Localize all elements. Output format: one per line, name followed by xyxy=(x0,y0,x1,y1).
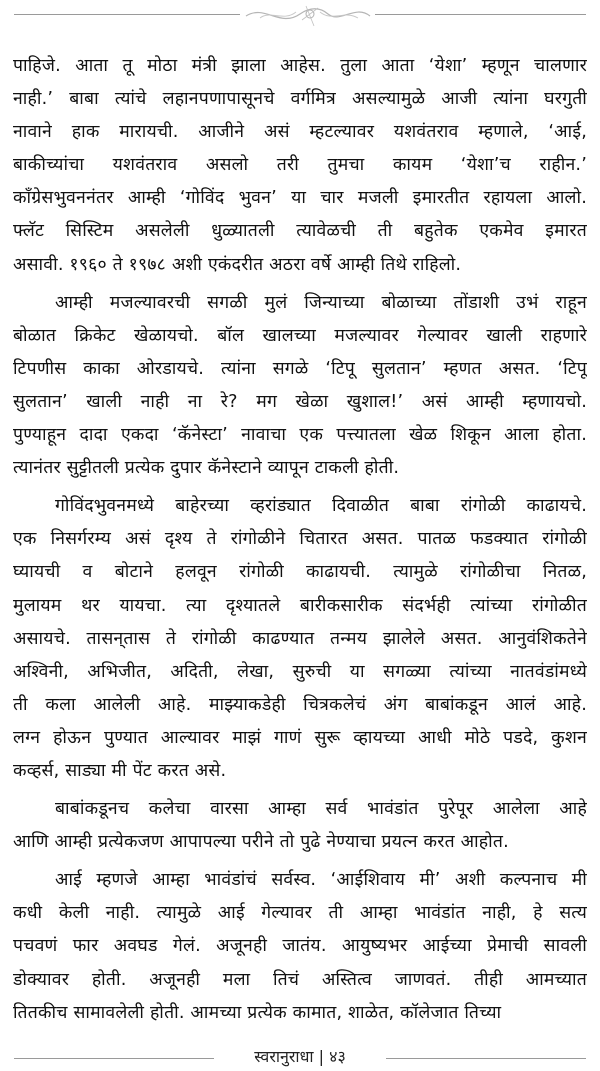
body-text xyxy=(13,50,587,1030)
text-line: ती कला आलेली आहे. माझ्याकडेही चित्रकलेचं अंग बाबांकडून आलं आहे. xyxy=(13,694,587,715)
paragraph xyxy=(13,490,587,788)
text-line: तितकीच सामावलेली होती. आमच्या प्रत्येक कामात, शाळेत, कॉलेजात तिच्या xyxy=(13,1002,502,1023)
text-line: डोक्यावर होती. अजूनही मला तिचं अस्तित्व जाणवतं. तीही आमच्यात xyxy=(13,969,587,990)
text-line: कधी केली नाही. त्यामुळे आई गेल्यावर ती आम्हा भावंडांत नाही, हे सत्य xyxy=(13,903,587,924)
text-line: बाकीच्यांचा यशवंतराव असलो तरी तुमचा कायम ‘येशा’च राहीन.’ xyxy=(13,155,587,176)
text-line: पचवणं फार अवघड गेलं. अजूनही जातंय. आयुष्यभर आईच्या प्रेमाची सावली xyxy=(13,936,587,957)
page-footer xyxy=(14,1048,586,1068)
text-line: गोविंदभुवनमध्ये बाहेरच्या व्हरांड्यात दिवाळीत बाबा रांगोळी काढायचे. xyxy=(55,496,587,517)
text-line: बाबांकडूनच कलेचा वारसा आम्हा सर्व भावंडांत पुरेपूर आलेला आहे xyxy=(55,799,587,820)
text-line: नाही.’ बाबा त्यांचे लहानपणापासूनचे वर्गमित्र असल्यामुळे आजी त्यांना घरगुती xyxy=(13,89,587,110)
text-line: पाहिजे. आता तू मोठा मंत्री झाला आहेस. तुला आता ‘येशा’ म्हणून चालणार xyxy=(13,56,587,76)
text-line: आई म्हणजे आम्हा भावंडांचं सर्वस्व. ‘आईशिवाय मी’ अशी कल्पनाच मी xyxy=(55,870,587,891)
footer-rule-right xyxy=(386,1058,586,1059)
text-line: घ्यायची व बोटाने हलवून रांगोळी काढायची. त्यामुळे रांगोळीचा नितळ, xyxy=(13,562,587,583)
text-line: पुण्याहून दादा एकदा ‘कॅनेस्टा’ नावाचा एक पत्त्यातला खेळ शिकून आला होता. xyxy=(13,425,587,446)
text-line: फ्लॅट सिस्टिम असलेली धुळ्यातली त्यावेळची ती बहुतेक एकमेव इमारत xyxy=(13,221,587,242)
text-line: लग्न होऊन पुण्यात आल्यावर माझं गाणं सुरू व्हायच्या आधी मोठे पडदे, कुशन xyxy=(13,727,587,748)
text-line: आणि आम्ही प्रत्येकजण आपापल्या परीने तो पुढे नेण्याचा प्रयत्न करत आहोत. xyxy=(13,832,509,853)
paragraph xyxy=(13,864,587,1029)
text-line: मुलायम थर यायचा. त्या दृश्यातले बारीकसारीक संदर्भही त्यांच्या रांगोळीत xyxy=(13,595,587,616)
text-line: अश्विनी, अभिजीत, अदिती, लेखा, सुरुची या सगळ्या त्यांच्या नातवंडांमध्ये xyxy=(13,661,587,682)
running-title: स्वरानुराधा | ४३ xyxy=(254,1047,346,1066)
header-ornament xyxy=(240,0,375,32)
text-line: एक निसर्गरम्य असं दृश्य ते रांगोळीने चितारत असत. पातळ फडक्यात रांगोळी xyxy=(13,529,587,550)
text-line: आम्ही मजल्यावरची सगळी मुलं जिन्याच्या बोळाच्या तोंडाशी उभं राहून xyxy=(55,292,587,313)
paragraph xyxy=(13,50,587,282)
text-line: सुलतान’ खाली नाही ना रे? मग खेळा खुशाल!’ असं आम्ही म्हणायचो. xyxy=(13,391,587,412)
text-line: असावी. १९६० ते १९७८ अशी एकंदरीत अठरा वर्षे आम्ही तिथे राहिलो. xyxy=(13,254,462,275)
text-line: नावाने हाक मारायची. आजीने असं म्हटल्यावर यशवंतराव म्हणाले, ‘आई, xyxy=(13,122,587,143)
text-line: त्यानंतर सुट्टीतली प्रत्येक दुपार कॅनेस्टाने व्यापून टाकली होती. xyxy=(13,458,400,479)
paragraph xyxy=(13,287,587,486)
paragraph xyxy=(13,793,587,859)
text-line: बोळात क्रिकेट खेळायचो. बॉल खालच्या मजल्यावर गेल्यावर खाली राहणारे xyxy=(13,325,587,346)
text-line: टिपणीस काका ओरडायचे. त्यांना सगळे ‘टिपू सुलतान’ म्हणत असत. ‘टिपू xyxy=(13,358,587,379)
text-line: कव्हर्स, साड्या मी पेंट करत असे. xyxy=(13,760,227,781)
text-line: असायचे. तासन्‌तास ते रांगोळी काढण्यात तन्मय झालेले असत. आनुवंशिकतेने xyxy=(13,628,587,649)
text-line: काँग्रेसभुवननंतर आम्ही ‘गोविंद भुवन’ या चार मजली इमारतीत रहायला आलो. xyxy=(13,188,587,209)
